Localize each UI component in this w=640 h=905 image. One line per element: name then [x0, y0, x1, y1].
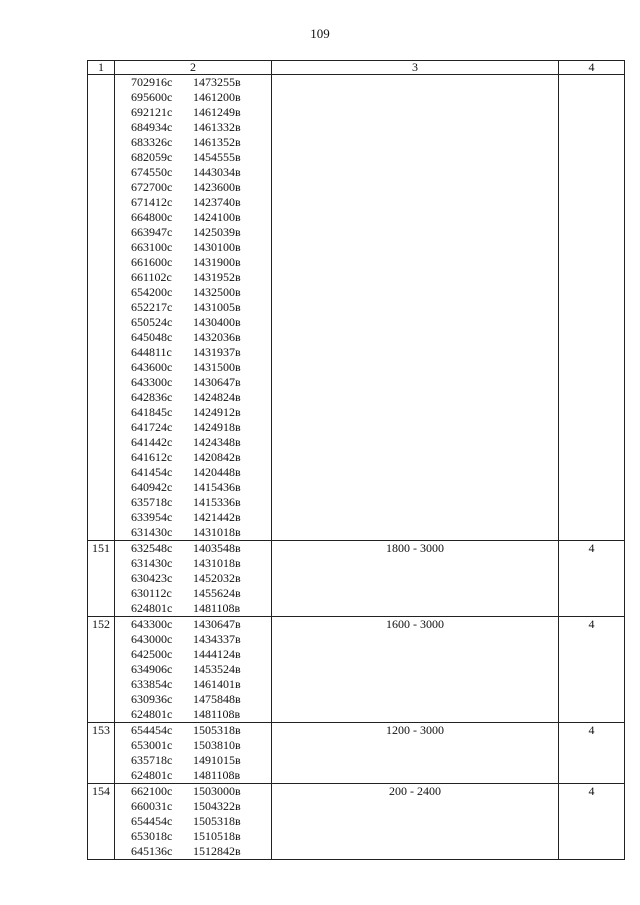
longitude-value: 1430647в	[193, 375, 241, 389]
coordinates-cell	[115, 617, 272, 723]
table-row	[88, 617, 625, 723]
longitude-value: 1452032в	[193, 571, 241, 585]
latitude-value: 630936с	[131, 692, 173, 706]
coordinate-pair	[131, 450, 271, 465]
latitude-value: 663947с	[131, 225, 173, 239]
latitude-value: 645136с	[131, 844, 173, 858]
coordinate-pair	[131, 90, 271, 105]
longitude-value: 1423600в	[193, 180, 241, 194]
latitude-value: 642836с	[131, 390, 173, 404]
latitude-value: 682059с	[131, 150, 173, 164]
coordinate-pair	[131, 465, 271, 480]
latitude-value: 641845с	[131, 405, 173, 419]
coordinate-pair	[131, 799, 271, 814]
coordinate-pair	[131, 632, 271, 647]
latitude-value: 641442с	[131, 435, 173, 449]
latitude-value: 674550с	[131, 165, 173, 179]
table-body	[88, 75, 625, 860]
row-number: 152	[88, 617, 115, 723]
longitude-value: 1491015в	[193, 753, 241, 767]
longitude-value: 1481108в	[193, 768, 241, 782]
header-col-2: 2	[115, 61, 272, 75]
longitude-value: 1403548в	[193, 541, 241, 555]
latitude-value: 664800с	[131, 210, 173, 224]
coordinate-pair	[131, 586, 271, 601]
longitude-value: 1431018в	[193, 525, 241, 539]
coordinate-pair	[131, 375, 271, 390]
category-value: 4	[559, 617, 625, 723]
latitude-value: 662100с	[131, 784, 173, 798]
longitude-value: 1461200в	[193, 90, 241, 104]
row-number: 151	[88, 541, 115, 617]
coordinate-pair	[131, 390, 271, 405]
coordinate-pair	[131, 330, 271, 345]
latitude-value: 683326с	[131, 135, 173, 149]
latitude-value: 653018с	[131, 829, 173, 843]
longitude-value: 1420448в	[193, 465, 241, 479]
longitude-value: 1430100в	[193, 240, 241, 254]
latitude-value: 635718с	[131, 753, 173, 767]
depth-range: 1800 - 3000	[272, 541, 559, 617]
latitude-value: 692121с	[131, 105, 173, 119]
coordinate-pair	[131, 105, 271, 120]
longitude-value: 1473255в	[193, 75, 241, 89]
longitude-value: 1425039в	[193, 225, 241, 239]
coordinate-pair	[131, 120, 271, 135]
longitude-value: 1481108в	[193, 707, 241, 721]
longitude-value: 1453524в	[193, 662, 241, 676]
latitude-value: 643600с	[131, 360, 173, 374]
coordinates-cell	[115, 784, 272, 860]
longitude-value: 1431937в	[193, 345, 241, 359]
longitude-value: 1431900в	[193, 255, 241, 269]
coordinate-pair	[131, 738, 271, 753]
latitude-value: 641454с	[131, 465, 173, 479]
latitude-value: 624801с	[131, 707, 173, 721]
page-number: 109	[310, 26, 330, 41]
longitude-value: 1503000в	[193, 784, 241, 798]
table-row	[88, 541, 625, 617]
row-number	[88, 75, 115, 541]
longitude-value: 1432500в	[193, 285, 241, 299]
longitude-value: 1415436в	[193, 480, 241, 494]
latitude-value: 643000с	[131, 632, 173, 646]
longitude-value: 1420842в	[193, 450, 241, 464]
longitude-value: 1503810в	[193, 738, 241, 752]
coordinate-pair	[131, 270, 271, 285]
latitude-value: 652217с	[131, 300, 173, 314]
longitude-value: 1424100в	[193, 210, 241, 224]
longitude-value: 1424918в	[193, 420, 241, 434]
latitude-value: 630423с	[131, 571, 173, 585]
longitude-value: 1443034в	[193, 165, 241, 179]
category-value: 4	[559, 723, 625, 784]
longitude-value: 1461352в	[193, 135, 241, 149]
longitude-value: 1475848в	[193, 692, 241, 706]
coordinate-pair	[131, 300, 271, 315]
coordinate-pair	[131, 784, 271, 799]
longitude-value: 1510518в	[193, 829, 241, 843]
coordinate-pair	[131, 556, 271, 571]
coordinate-pair	[131, 420, 271, 435]
longitude-value: 1431500в	[193, 360, 241, 374]
latitude-value: 641612с	[131, 450, 173, 464]
coordinate-pair	[131, 753, 271, 768]
latitude-value: 654200с	[131, 285, 173, 299]
coordinate-pair	[131, 692, 271, 707]
longitude-value: 1461332в	[193, 120, 241, 134]
latitude-value: 624801с	[131, 601, 173, 615]
latitude-value: 654454с	[131, 723, 173, 737]
coordinate-pair	[131, 617, 271, 632]
coordinates-table	[87, 60, 625, 860]
latitude-value: 661102с	[131, 270, 172, 284]
longitude-value: 1512842в	[193, 844, 241, 858]
longitude-value: 1415336в	[193, 495, 241, 509]
coordinate-pair	[131, 844, 271, 859]
coordinate-pair	[131, 360, 271, 375]
coordinate-pair	[131, 195, 271, 210]
latitude-value: 702916с	[131, 75, 173, 89]
latitude-value: 653001с	[131, 738, 173, 752]
latitude-value: 695600с	[131, 90, 173, 104]
category-value: 4	[559, 784, 625, 860]
longitude-value: 1424912в	[193, 405, 241, 419]
longitude-value: 1431005в	[193, 300, 241, 314]
coordinate-pair	[131, 571, 271, 586]
coordinate-pair	[131, 75, 271, 90]
coordinate-pair	[131, 495, 271, 510]
latitude-value: 635718с	[131, 495, 173, 509]
depth-range: 200 - 2400	[272, 784, 559, 860]
longitude-value: 1444124в	[193, 647, 241, 661]
latitude-value: 643300с	[131, 617, 173, 631]
latitude-value: 640942с	[131, 480, 173, 494]
longitude-value: 1432036в	[193, 330, 241, 344]
latitude-value: 660031с	[131, 799, 173, 813]
header-col-3: 3	[272, 61, 559, 75]
table-row	[88, 784, 625, 860]
latitude-value: 630112с	[131, 586, 172, 600]
coordinate-pair	[131, 814, 271, 829]
latitude-value: 633854с	[131, 677, 173, 691]
latitude-value: 632548с	[131, 541, 173, 555]
longitude-value: 1430647в	[193, 617, 241, 631]
longitude-value: 1434337в	[193, 632, 241, 646]
coordinate-pair	[131, 135, 271, 150]
longitude-value: 1505318в	[193, 723, 241, 737]
latitude-value: 641724с	[131, 420, 173, 434]
coordinate-pair	[131, 768, 271, 783]
coordinates-cell	[115, 541, 272, 617]
longitude-value: 1454555в	[193, 150, 241, 164]
coordinate-pair	[131, 662, 271, 677]
coordinate-pair	[131, 285, 271, 300]
header-col-4: 4	[559, 61, 625, 75]
coordinate-pair	[131, 225, 271, 240]
latitude-value: 633954с	[131, 510, 173, 524]
table-row	[88, 75, 625, 541]
latitude-value: 642500с	[131, 647, 173, 661]
coordinate-pair	[131, 150, 271, 165]
row-number: 154	[88, 784, 115, 860]
longitude-value: 1505318в	[193, 814, 241, 828]
latitude-value: 644811с	[131, 345, 172, 359]
longitude-value: 1461401в	[193, 677, 241, 691]
latitude-value: 663100с	[131, 240, 173, 254]
longitude-value: 1421442в	[193, 510, 241, 524]
latitude-value: 631430с	[131, 556, 173, 570]
coordinate-pair	[131, 707, 271, 722]
longitude-value: 1424348в	[193, 435, 241, 449]
header-row	[88, 61, 625, 75]
coordinate-pair	[131, 315, 271, 330]
coordinate-pair	[131, 829, 271, 844]
latitude-value: 672700с	[131, 180, 173, 194]
latitude-value: 631430с	[131, 525, 173, 539]
depth-range: 1600 - 3000	[272, 617, 559, 723]
coordinate-pair	[131, 255, 271, 270]
latitude-value: 661600с	[131, 255, 173, 269]
table-row	[88, 723, 625, 784]
longitude-value: 1504322в	[193, 799, 241, 813]
coordinate-pair	[131, 345, 271, 360]
coordinate-pair	[131, 180, 271, 195]
coordinate-pair	[131, 677, 271, 692]
coordinate-pair	[131, 601, 271, 616]
longitude-value: 1481108в	[193, 601, 241, 615]
coordinate-pair	[131, 510, 271, 525]
longitude-value: 1430400в	[193, 315, 241, 329]
latitude-value: 624801с	[131, 768, 173, 782]
longitude-value: 1431018в	[193, 556, 241, 570]
coordinate-pair	[131, 435, 271, 450]
coordinate-pair	[131, 210, 271, 225]
coordinate-pair	[131, 647, 271, 662]
latitude-value: 671412с	[131, 195, 173, 209]
coordinate-pair	[131, 525, 271, 540]
longitude-value: 1431952в	[193, 270, 241, 284]
coordinate-pair	[131, 480, 271, 495]
category-value: 4	[559, 541, 625, 617]
category-value	[559, 75, 625, 541]
coordinates-cell	[115, 723, 272, 784]
coordinate-pair	[131, 405, 271, 420]
coordinate-pair	[131, 240, 271, 255]
longitude-value: 1423740в	[193, 195, 241, 209]
longitude-value: 1424824в	[193, 390, 241, 404]
coordinate-pair	[131, 165, 271, 180]
row-number: 153	[88, 723, 115, 784]
latitude-value: 684934с	[131, 120, 173, 134]
latitude-value: 654454с	[131, 814, 173, 828]
depth-range	[272, 75, 559, 541]
latitude-value: 645048с	[131, 330, 173, 344]
coordinates-cell	[115, 75, 272, 541]
latitude-value: 650524с	[131, 315, 173, 329]
latitude-value: 634906с	[131, 662, 173, 676]
coordinate-pair	[131, 723, 271, 738]
longitude-value: 1461249в	[193, 105, 241, 119]
coordinate-pair	[131, 541, 271, 556]
depth-range: 1200 - 3000	[272, 723, 559, 784]
header-col-1: 1	[88, 61, 115, 75]
latitude-value: 643300с	[131, 375, 173, 389]
longitude-value: 1455624в	[193, 586, 241, 600]
